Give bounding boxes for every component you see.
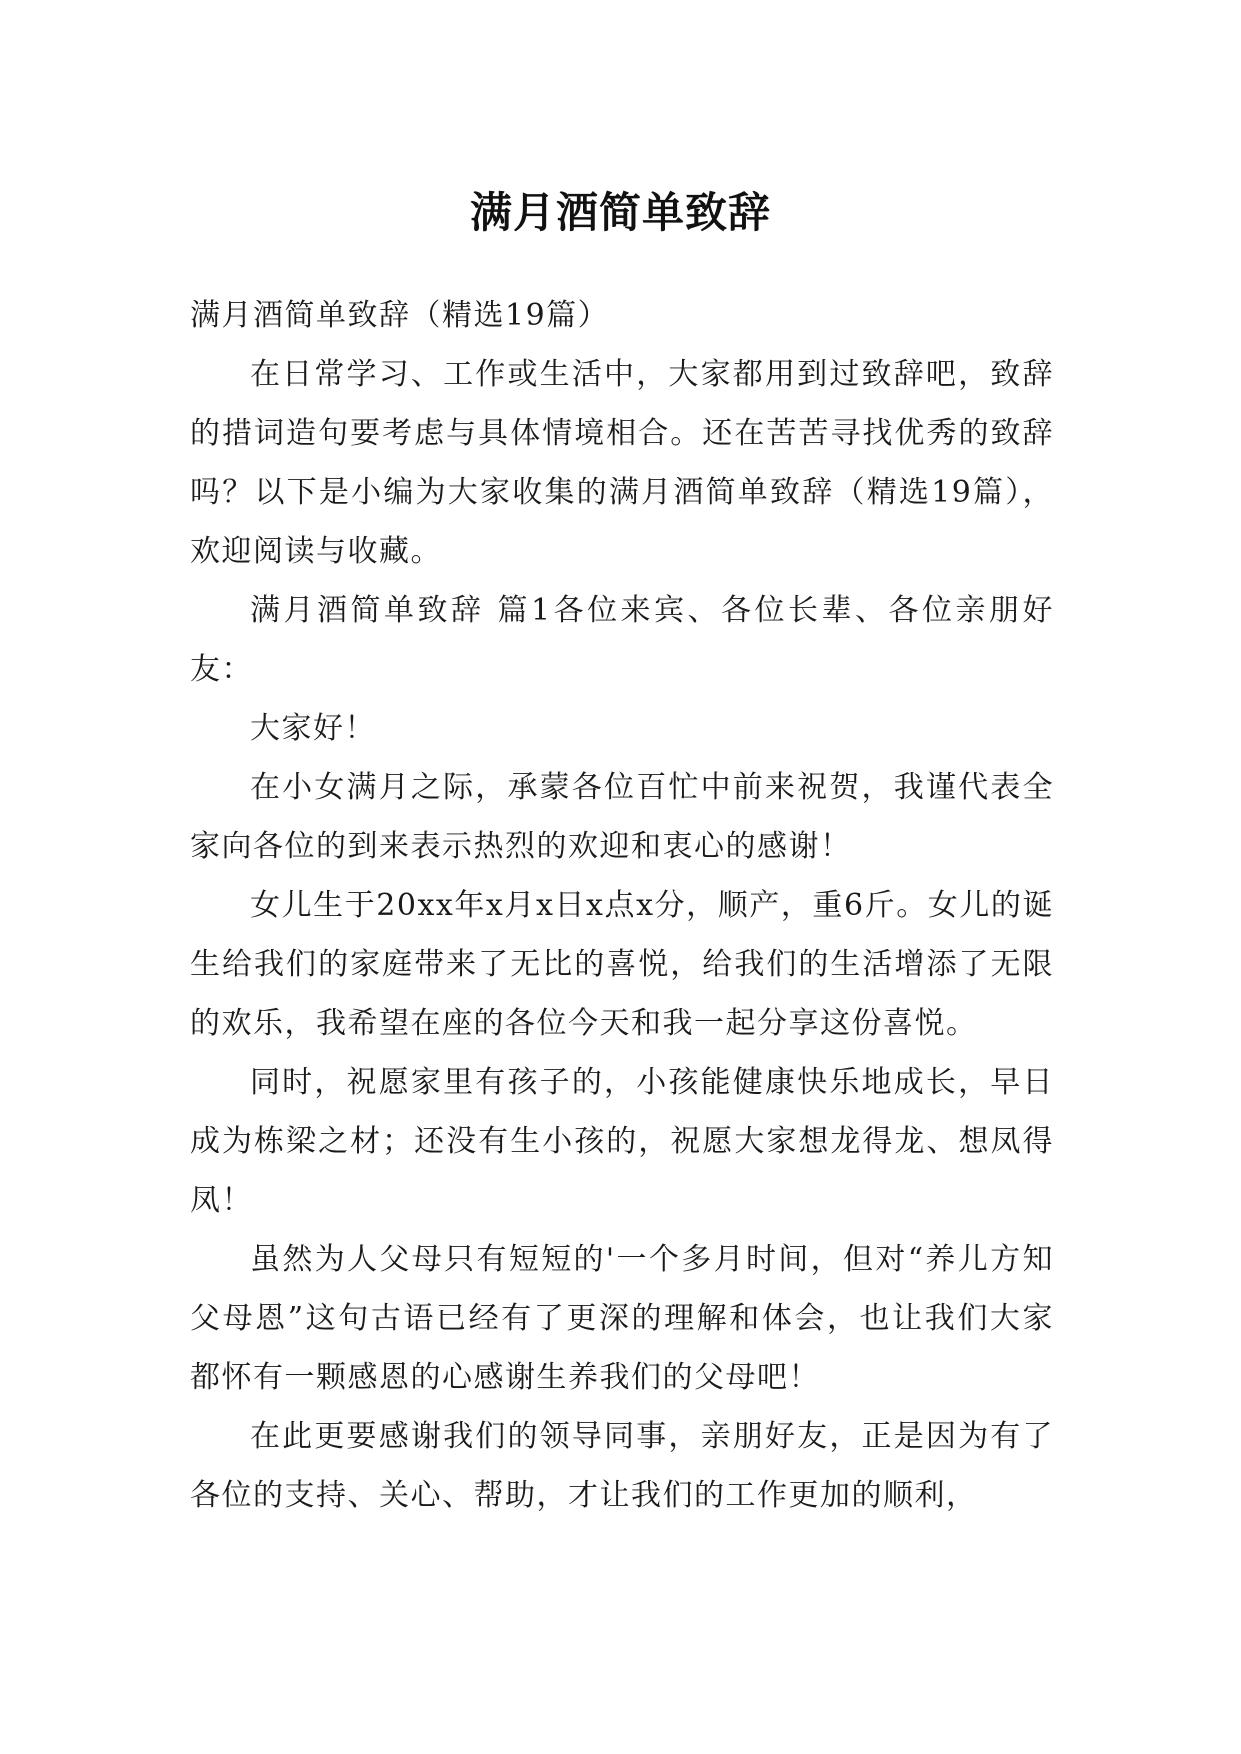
paragraph-thanks: 在小女满月之际，承蒙各位百忙中前来祝贺，我谨代表全家向各位的到来表示热烈的欢迎和衷心的感谢！ <box>190 770 1054 864</box>
document-body <box>190 286 1054 1525</box>
document-title: 满月酒简单致辞 <box>469 188 771 238</box>
paragraph-section-heading: 满月酒简单致辞 篇1各位来宾、各位长辈、各位亲朋好友： <box>190 593 1054 687</box>
document-subtitle: 满月酒简单致辞（精选19篇） <box>190 298 610 333</box>
paragraph-intro: 在日常学习、工作或生活中，大家都用到过致辞吧，致辞的措词造句要考虑与具体情境相合。还在苦苦寻找优秀的致辞吗？以下是小编为大家收集的满月酒简单致辞（精选19篇），欢迎阅读与收藏。 <box>190 357 1054 569</box>
paragraph-colleagues: 在此更要感谢我们的领导同事，亲朋好友，正是因为有了各位的支持、关心、帮助，才让我们的工作更加的顺利， <box>190 1419 1054 1513</box>
paragraph-parents: 虽然为人父母只有短短的'一个多月时间，但对“养儿方知父母恩”这句古语已经有了更深的理解和体会，也让我们大家都怀有一颗感恩的心感谢生养我们的父母吧！ <box>190 1242 1054 1395</box>
paragraph-birth: 女儿生于20xx年x月x日x点x分，顺产，重6斤。女儿的诞生给我们的家庭带来了无比的喜悦，给我们的生活增添了无限的欢乐，我希望在座的各位今天和我一起分享这份喜悦。 <box>190 888 1054 1041</box>
paragraph-wishes: 同时，祝愿家里有孩子的，小孩能健康快乐地成长，早日成为栋梁之材；还没有生小孩的，祝愿大家想龙得龙、想凤得凤！ <box>190 1065 1054 1218</box>
paragraph-greeting: 大家好！ <box>250 711 376 746</box>
